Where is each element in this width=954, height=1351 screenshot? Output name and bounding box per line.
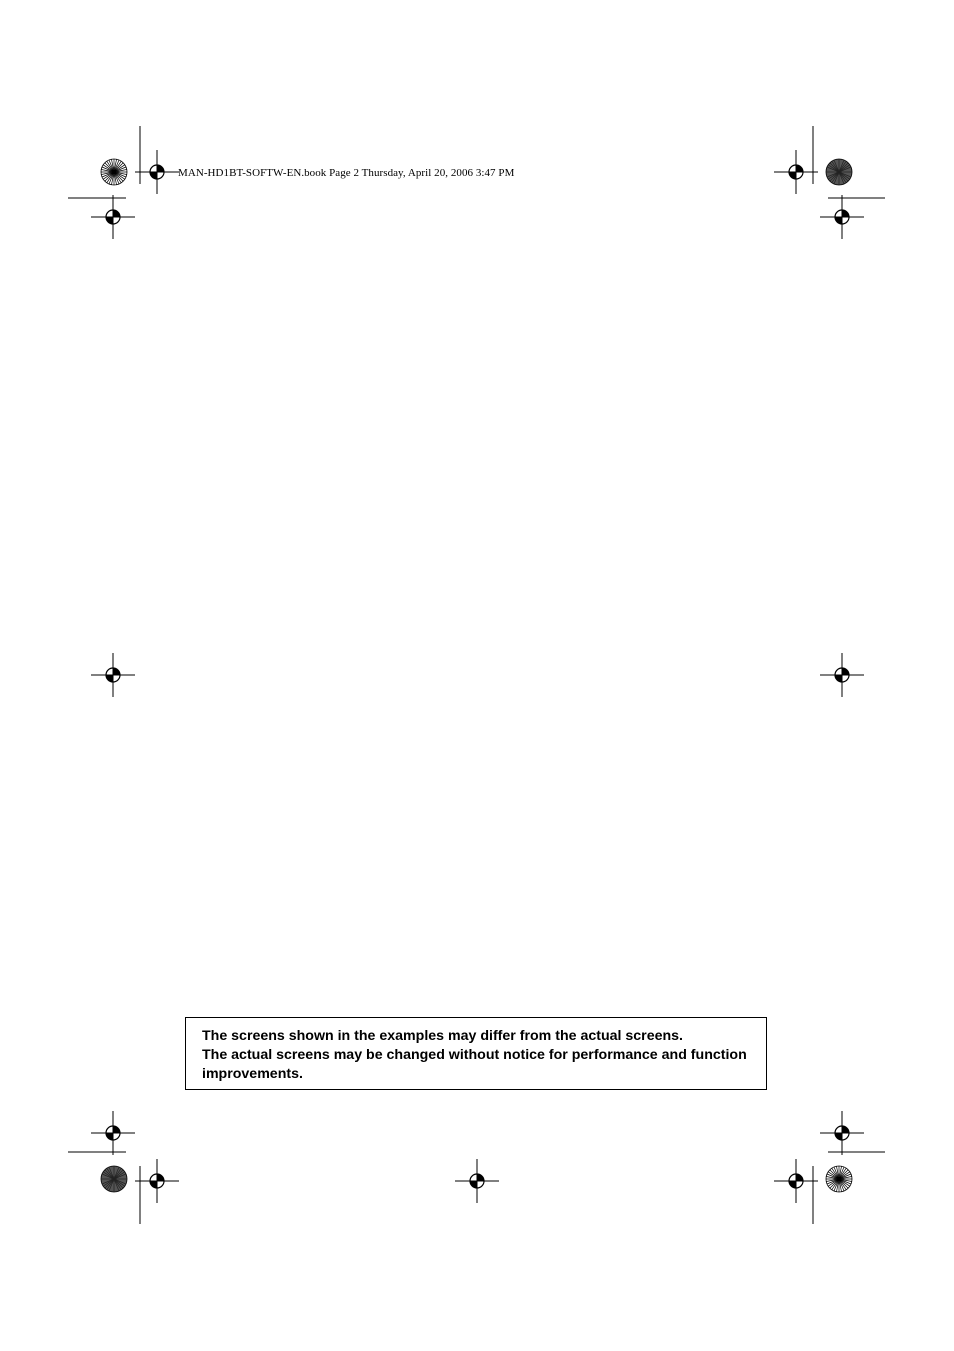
color-target-icon [101,159,127,185]
registration-mark-icon [820,1111,864,1155]
registration-mark-icon [91,1111,135,1155]
color-target-icon [826,1166,852,1192]
color-target-icon [826,159,852,185]
notice-line-1: The screens shown in the examples may differ from the actual screens. [202,1028,683,1044]
registration-mark-icon [820,653,864,697]
registration-mark-icon [820,195,864,239]
registration-mark-icon [91,653,135,697]
registration-mark-icon [135,1159,179,1203]
registration-mark-icon [774,1159,818,1203]
print-file-header: MAN-HD1BT-SOFTW-EN.book Page 2 Thursday, April 20, 2006 3:47 PM [178,167,515,179]
color-target-icon [101,1166,127,1192]
notice-line-2: The actual screens may be changed without notice for performance and function [202,1047,747,1063]
notice-line-3: improvements. [202,1066,303,1082]
registration-mark-icon [455,1159,499,1203]
notice-box [185,1017,767,1090]
registration-mark-icon [774,150,818,194]
registration-mark-icon [135,150,179,194]
registration-mark-icon [91,195,135,239]
